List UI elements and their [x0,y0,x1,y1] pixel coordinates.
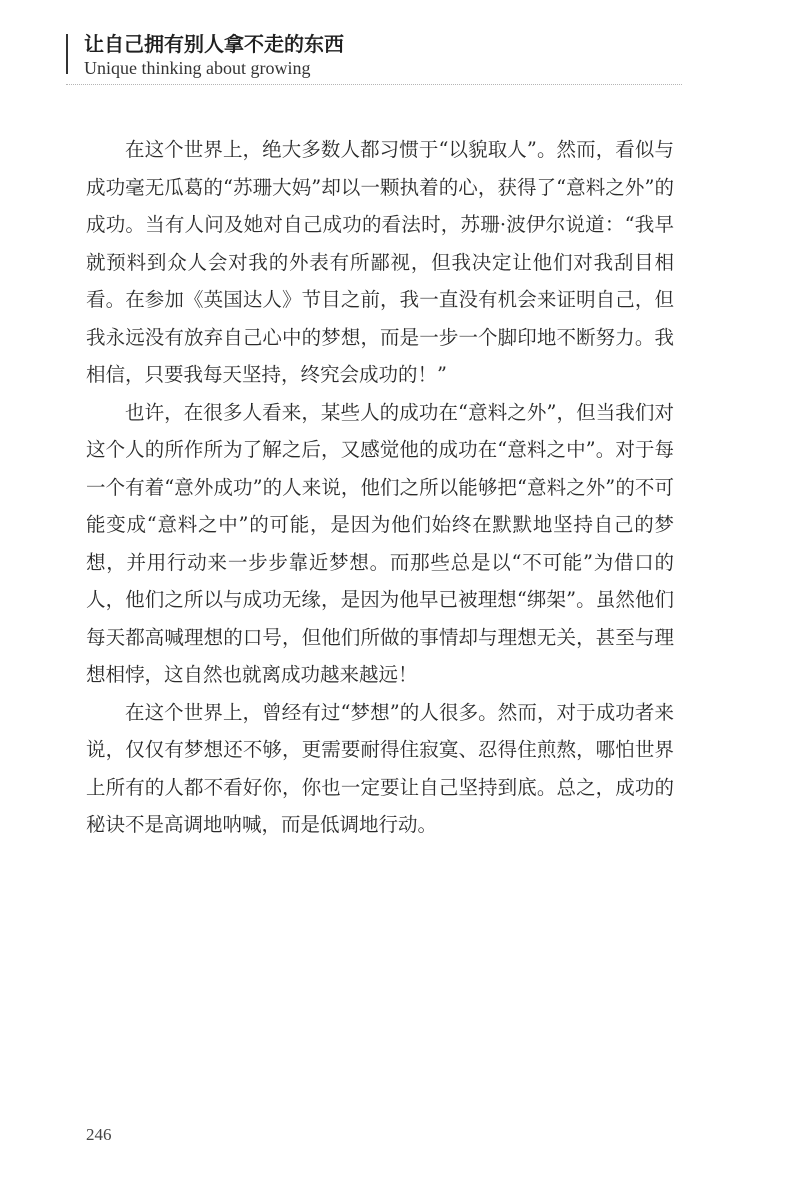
body-text [86,131,674,844]
paragraph: 在这个世界上，绝大多数人都习惯于“以貌取人”。然而，看似与成功毫无瓜葛的“苏珊大妈”却以一颗执着的心，获得了“意料之外”的成功。当有人问及她对自己成功的看法时，苏珊·波伊尔说道：“我早就预料到众人会对我的外表有所鄙视，但我决定让他们对我刮目相看。在参加《英国达人》节目之前，我一直没有机会来证明自己，但我永远没有放弃自己心中的梦想，而是一步一个脚印地不断努力。我相信，只要我每天坚持，终究会成功的！” [86,138,674,386]
paragraph: 在这个世界上，曾经有过“梦想”的人很多。然而，对于成功者来说，仅仅有梦想还不够，更需要耐得住寂寞、忍得住煎熬，哪怕世界上所有的人都不看好你，你也一定要让自己坚持到底。总之，成功的秘诀不是高调地呐喊，而是低调地行动。 [86,700,674,836]
header-bar [66,34,68,74]
paragraph: 也许，在很多人看来，某些人的成功在“意料之外”，但当我们对这个人的所作所为了解之后，又感觉他的成功在“意料之中”。对于每一个有着“意外成功”的人来说，他们之所以能够把“意料之外”的不可能变成“意料之中”的可能，是因为他们始终在默默地坚持自己的梦想，并用行动来一步步靠近梦想。而那些总是以“不可能”为借口的人，他们之所以与成功无缘，是因为他早已被理想“绑架”。虽然他们每天都高喊理想的口号，但他们所做的事情却与理想无关，甚至与理想相悖，这自然也就离成功越来越远！ [86,400,674,686]
header-title: 让自己拥有别人拿不走的东西 [84,32,344,56]
header-subtitle: Unique thinking about growing [84,58,311,78]
page-number: 246 [86,1125,112,1144]
running-header [66,32,682,85]
